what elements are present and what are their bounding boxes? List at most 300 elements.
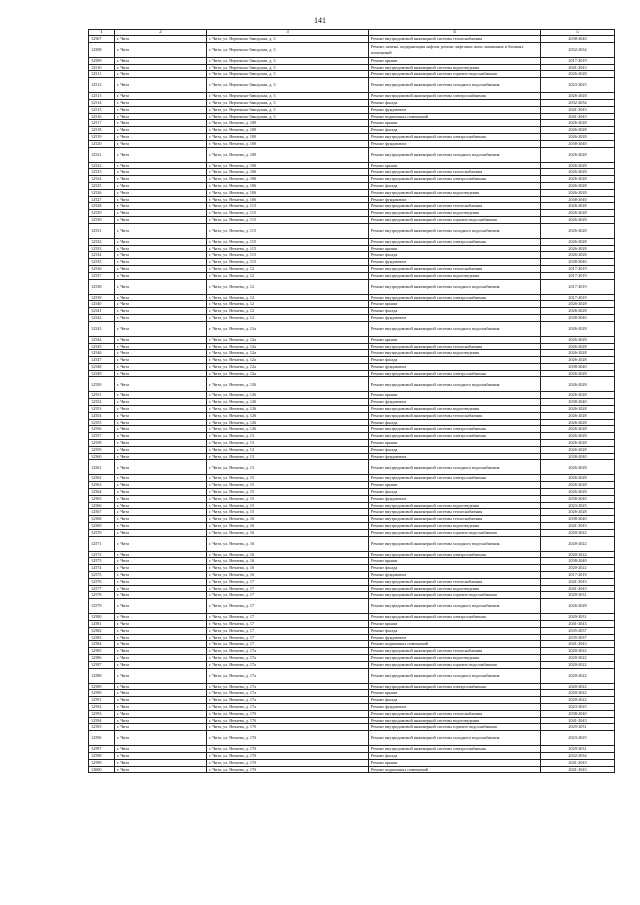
- row-work-type: Ремонт внутридомовой инженерной системы электроснабжения: [369, 238, 541, 245]
- row-municipality: г. Чита: [115, 265, 207, 272]
- table-row: [89, 350, 615, 357]
- page-number: 141: [314, 16, 326, 25]
- repair-schedule-table: [88, 29, 615, 773]
- row-address: г. Чита, ул. Нечаева, д. 12а: [207, 321, 369, 336]
- row-address: г. Чита, ул. Нечаева, д. 17б: [207, 710, 369, 717]
- row-address: г. Чита, ул. Нечаева, д. 100: [207, 120, 369, 127]
- row-work-type: Ремонт внутридомовой инженерной системы водоотведения: [369, 654, 541, 661]
- row-address: г. Чита, ул. Нечаева, д. 106: [207, 182, 369, 189]
- table-row: [89, 641, 615, 648]
- row-municipality: г. Чита: [115, 314, 207, 321]
- row-number: 12565: [89, 495, 115, 502]
- row-number: 12530: [89, 216, 115, 223]
- row-municipality: г. Чита: [115, 210, 207, 217]
- row-number: 12536: [89, 265, 115, 272]
- row-number: 12539: [89, 294, 115, 301]
- table-row: [89, 203, 615, 210]
- row-work-type: Ремонт внутридомовой инженерной системы холодного водоснабжения: [369, 321, 541, 336]
- row-work-type: Ремонт внутридомовой инженерной системы холодного водоснабжения: [369, 78, 541, 93]
- row-address: г. Чита, ул. Нечаева, д. 12: [207, 301, 369, 308]
- table-row: [89, 406, 615, 413]
- row-period: 2026-2028: [541, 308, 615, 315]
- row-period: 2026-2028: [541, 509, 615, 516]
- row-work-type: Ремонт фасада: [369, 446, 541, 453]
- row-period: 2041-2043: [541, 717, 615, 724]
- table-row: [89, 592, 615, 599]
- table-row: [89, 489, 615, 496]
- row-municipality: г. Чита: [115, 106, 207, 113]
- row-period: 2023-2025: [541, 703, 615, 710]
- row-municipality: г. Чита: [115, 475, 207, 482]
- row-period: 2026-2028: [541, 377, 615, 392]
- row-period: 2026-2028: [541, 350, 615, 357]
- row-work-type: Ремонт фасада: [369, 419, 541, 426]
- row-address: г. Чита, ул. Нечаева, д. 12а: [207, 363, 369, 370]
- column-number: 2: [115, 30, 207, 36]
- row-municipality: г. Чита: [115, 426, 207, 433]
- row-work-type: Ремонт фасада: [369, 308, 541, 315]
- row-address: г. Чита, ул. Нечаева, д. 17а: [207, 668, 369, 683]
- row-period: 2017-2019: [541, 265, 615, 272]
- row-period: 2026-2028: [541, 252, 615, 259]
- row-number: 12523: [89, 169, 115, 176]
- row-period: 2023-2025: [541, 502, 615, 509]
- table-row: [89, 238, 615, 245]
- row-work-type: Ремонт внутридомовой инженерной системы электроснабжения: [369, 133, 541, 140]
- row-municipality: г. Чита: [115, 627, 207, 634]
- table-row: [89, 399, 615, 406]
- row-address: г. Чита, ул. Нечаева, д. 15: [207, 489, 369, 496]
- table-row: [89, 127, 615, 134]
- row-address: г. Чита, ул. Нечаева, д. 126: [207, 392, 369, 399]
- row-number: 12516: [89, 113, 115, 120]
- row-number: 12513: [89, 93, 115, 100]
- row-number: 12558: [89, 440, 115, 447]
- row-municipality: г. Чита: [115, 182, 207, 189]
- table-row: [89, 731, 615, 746]
- row-work-type: Ремонт внутридомовой инженерной системы электроснабжения: [369, 426, 541, 433]
- row-work-type: Ремонт фасада: [369, 357, 541, 364]
- row-address: г. Чита, ул. Нечаева, д. 126: [207, 412, 369, 419]
- table-row: [89, 308, 615, 315]
- row-municipality: г. Чита: [115, 529, 207, 536]
- table-row: [89, 99, 615, 106]
- row-number: 12541: [89, 308, 115, 315]
- row-municipality: г. Чита: [115, 759, 207, 766]
- row-work-type: Ремонт фундамента: [369, 495, 541, 502]
- row-municipality: г. Чита: [115, 731, 207, 746]
- row-period: 2026-2028: [541, 412, 615, 419]
- row-municipality: г. Чита: [115, 697, 207, 704]
- row-period: 2041-2043: [541, 523, 615, 530]
- row-number: 12555: [89, 419, 115, 426]
- row-number: 12573: [89, 558, 115, 565]
- row-period: 2026-2028: [541, 301, 615, 308]
- row-period: 2017-2019: [541, 294, 615, 301]
- row-period: 2026-2028: [541, 440, 615, 447]
- table-row: [89, 572, 615, 579]
- row-address: г. Чита, ул. Нечаева, д. 16: [207, 523, 369, 530]
- row-work-type: Ремонт, замена, модернизация лифтов, ремонт лифтовых шахт, машинных и блочных помещений: [369, 42, 541, 57]
- table-row: [89, 176, 615, 183]
- row-municipality: г. Чита: [115, 419, 207, 426]
- table-row: [89, 433, 615, 440]
- table-row: [89, 42, 615, 57]
- row-municipality: г. Чита: [115, 599, 207, 614]
- table-row: [89, 113, 615, 120]
- row-address: г. Чита, ул. Нечаева, д. 17б: [207, 746, 369, 753]
- row-municipality: г. Чита: [115, 245, 207, 252]
- table-row: [89, 426, 615, 433]
- row-address: г. Чита, ул. Нечаева, д. 16: [207, 551, 369, 558]
- row-municipality: г. Чита: [115, 93, 207, 100]
- row-number: 12552: [89, 399, 115, 406]
- row-period: 2035-2037: [541, 634, 615, 641]
- row-period: 2026-2028: [541, 599, 615, 614]
- row-work-type: Ремонт внутридомовой инженерной системы теплоснабжения: [369, 578, 541, 585]
- row-municipality: г. Чита: [115, 196, 207, 203]
- row-municipality: г. Чита: [115, 621, 207, 628]
- row-period: 2038-2040: [541, 558, 615, 565]
- row-address: г. Чита, ул. Нечаева, д. 13: [207, 460, 369, 475]
- table-row: [89, 440, 615, 447]
- row-address: г. Чита, ул. Нечаева, д. 16: [207, 572, 369, 579]
- row-address: г. Чита, ул. Нечаева, д. 115: [207, 223, 369, 238]
- row-number: 12508: [89, 42, 115, 57]
- row-work-type: Ремонт фундамента: [369, 196, 541, 203]
- row-municipality: г. Чита: [115, 140, 207, 147]
- row-municipality: г. Чита: [115, 683, 207, 690]
- row-address: г. Чита, ул. Нечаева, д. 115: [207, 252, 369, 259]
- row-address: г. Чита, ул. Нечаева, д. 115: [207, 210, 369, 217]
- row-address: г. Чита, ул. Нечаева, д. 17: [207, 614, 369, 621]
- row-number: 12537: [89, 272, 115, 279]
- row-period: 2041-2043: [541, 641, 615, 648]
- row-address: г. Чита, ул. Нечаева, д. 12а: [207, 370, 369, 377]
- row-work-type: Ремонт крыши: [369, 245, 541, 252]
- row-municipality: г. Чита: [115, 703, 207, 710]
- row-work-type: Ремонт внутридомовой инженерной системы холодного водоснабжения: [369, 147, 541, 162]
- table-row: [89, 189, 615, 196]
- table-row: [89, 661, 615, 668]
- row-address: г. Чита, ул. Нечаева, д. 115: [207, 245, 369, 252]
- row-period: 2041-2043: [541, 621, 615, 628]
- row-number: 12522: [89, 162, 115, 169]
- row-number: 12562: [89, 475, 115, 482]
- row-work-type: Ремонт внутридомовой инженерной системы электроснабжения: [369, 176, 541, 183]
- row-address: г. Чита, ул. Нечаева, д. 17: [207, 578, 369, 585]
- row-address: г. Чита, ул. Нечаева, д. 17: [207, 634, 369, 641]
- row-municipality: г. Чита: [115, 648, 207, 655]
- row-address: г. Чита, ул. Нечаева, д. 100: [207, 127, 369, 134]
- row-work-type: Ремонт внутридомовой инженерной системы электроснабжения: [369, 551, 541, 558]
- row-address: г. Чита, ул. Нечаева, д. 17б: [207, 724, 369, 731]
- row-number: 12587: [89, 661, 115, 668]
- row-number: 12542: [89, 314, 115, 321]
- row-period: 2026-2028: [541, 120, 615, 127]
- row-number: 12576: [89, 578, 115, 585]
- row-number: 12521: [89, 147, 115, 162]
- row-number: 12560: [89, 453, 115, 460]
- row-period: 2026-2028: [541, 133, 615, 140]
- row-period: 2020-2022: [541, 551, 615, 558]
- row-municipality: г. Чита: [115, 502, 207, 509]
- row-municipality: г. Чита: [115, 516, 207, 523]
- table-row: [89, 133, 615, 140]
- row-work-type: Ремонт внутридомовой инженерной системы холодного водоснабжения: [369, 731, 541, 746]
- row-municipality: г. Чита: [115, 223, 207, 238]
- row-work-type: Ремонт внутридомовой инженерной системы электроснабжения: [369, 294, 541, 301]
- row-number: 12588: [89, 668, 115, 683]
- row-work-type: Ремонт фундамента: [369, 703, 541, 710]
- row-number: 12568: [89, 516, 115, 523]
- row-period: 2020-2022: [541, 648, 615, 655]
- table-row: [89, 724, 615, 731]
- table-row: [89, 482, 615, 489]
- row-address: г. Чита, ул. Нечаева, д. 12: [207, 272, 369, 279]
- row-period: 2026-2028: [541, 446, 615, 453]
- row-period: 2038-2040: [541, 453, 615, 460]
- table-row: [89, 752, 615, 759]
- row-work-type: Ремонт крыши: [369, 120, 541, 127]
- table-row: [89, 585, 615, 592]
- row-period: 2026-2028: [541, 460, 615, 475]
- row-number: 12509: [89, 57, 115, 64]
- row-work-type: Ремонт фасада: [369, 252, 541, 259]
- table-row: [89, 509, 615, 516]
- row-municipality: г. Чита: [115, 489, 207, 496]
- row-number: 12597: [89, 746, 115, 753]
- row-municipality: г. Чита: [115, 343, 207, 350]
- row-address: г. Чита, ул. Нерченско-Заводская, д. 3: [207, 42, 369, 57]
- row-period: 2026-2028: [541, 210, 615, 217]
- table-row: [89, 210, 615, 217]
- row-work-type: Ремонт фасада: [369, 99, 541, 106]
- row-period: 2026-2028: [541, 321, 615, 336]
- row-number: 12594: [89, 717, 115, 724]
- table-row: [89, 654, 615, 661]
- row-work-type: Ремонт внутридомовой инженерной системы теплоснабжения: [369, 710, 541, 717]
- table-row: [89, 162, 615, 169]
- row-period: 2038-2040: [541, 36, 615, 43]
- row-municipality: г. Чита: [115, 634, 207, 641]
- row-work-type: Ремонт крыши: [369, 482, 541, 489]
- row-address: г. Чита, ул. Нечаева, д. 17а: [207, 648, 369, 655]
- table-row: [89, 523, 615, 530]
- row-number: 12529: [89, 210, 115, 217]
- table-row: [89, 301, 615, 308]
- table-row: [89, 746, 615, 753]
- table-row: [89, 551, 615, 558]
- row-number: 12559: [89, 446, 115, 453]
- row-period: 2020-2022: [541, 690, 615, 697]
- row-period: 2020-2022: [541, 661, 615, 668]
- row-period: 2029-2031: [541, 724, 615, 731]
- row-address: г. Чита, ул. Нечаева, д. 15: [207, 502, 369, 509]
- row-work-type: Ремонт фасада: [369, 127, 541, 134]
- row-municipality: г. Чита: [115, 766, 207, 773]
- row-municipality: г. Чита: [115, 147, 207, 162]
- row-work-type: Ремонт внутридомовой инженерной системы водоотведения: [369, 64, 541, 71]
- row-number: 12572: [89, 551, 115, 558]
- table-row: [89, 169, 615, 176]
- row-municipality: г. Чита: [115, 308, 207, 315]
- row-work-type: Ремонт внутридомовой инженерной системы водоотведения: [369, 502, 541, 509]
- row-work-type: Ремонт внутридомовой инженерной системы водоотведения: [369, 210, 541, 217]
- row-work-type: Ремонт внутридомовой инженерной системы горячего водоснабжения: [369, 216, 541, 223]
- row-work-type: Ремонт внутридомовой инженерной системы теплоснабжения: [369, 169, 541, 176]
- table-row: [89, 703, 615, 710]
- row-number: 12593: [89, 710, 115, 717]
- row-period: 2038-2040: [541, 196, 615, 203]
- row-address: г. Чита, ул. Нечаева, д. 17: [207, 592, 369, 599]
- row-municipality: г. Чита: [115, 558, 207, 565]
- table-row: [89, 599, 615, 614]
- row-address: г. Чита, ул. Нечаева, д. 126: [207, 419, 369, 426]
- row-period: 2020-2022: [541, 529, 615, 536]
- row-number: 12564: [89, 489, 115, 496]
- row-address: г. Чита, ул. Нерченско-Заводская, д. 3: [207, 71, 369, 78]
- table-row: [89, 321, 615, 336]
- row-period: 2032-2034: [541, 752, 615, 759]
- row-address: г. Чита, ул. Нечаева, д. 17б: [207, 759, 369, 766]
- table-row: [89, 668, 615, 683]
- row-period: 2026-2028: [541, 357, 615, 364]
- row-period: 2041-2043: [541, 585, 615, 592]
- row-number: 12586: [89, 654, 115, 661]
- row-number: 12535: [89, 259, 115, 266]
- row-municipality: г. Чита: [115, 279, 207, 294]
- row-period: 2026-2028: [541, 370, 615, 377]
- row-municipality: г. Чита: [115, 746, 207, 753]
- row-work-type: Ремонт фасада: [369, 752, 541, 759]
- table-row: [89, 259, 615, 266]
- row-period: 2020-2022: [541, 697, 615, 704]
- row-address: г. Чита, ул. Нечаева, д. 12: [207, 279, 369, 294]
- row-municipality: г. Чита: [115, 57, 207, 64]
- row-work-type: Ремонт внутридомовой инженерной системы электроснабжения: [369, 433, 541, 440]
- row-period: 2041-2043: [541, 766, 615, 773]
- row-number: 12533: [89, 245, 115, 252]
- row-municipality: г. Чита: [115, 399, 207, 406]
- row-address: г. Чита, ул. Нерченско-Заводская, д. 3: [207, 78, 369, 93]
- row-period: 2041-2043: [541, 64, 615, 71]
- table-row: [89, 690, 615, 697]
- row-municipality: г. Чита: [115, 321, 207, 336]
- row-work-type: Ремонт внутридомовой инженерной системы холодного водоснабжения: [369, 279, 541, 294]
- table-row: [89, 216, 615, 223]
- table-row: [89, 634, 615, 641]
- row-period: 2023-2025: [541, 78, 615, 93]
- row-municipality: г. Чита: [115, 654, 207, 661]
- table-row: [89, 363, 615, 370]
- row-address: г. Чита, ул. Нечаева, д. 16: [207, 558, 369, 565]
- row-period: 2017-2019: [541, 279, 615, 294]
- row-address: г. Чита, ул. Нечаева, д. 12: [207, 308, 369, 315]
- table-row: [89, 294, 615, 301]
- row-work-type: Ремонт фасада: [369, 182, 541, 189]
- row-period: 2026-2028: [541, 182, 615, 189]
- row-number: 12518: [89, 127, 115, 134]
- row-number: 12534: [89, 252, 115, 259]
- table-row: [89, 120, 615, 127]
- row-work-type: Ремонт внутридомовой инженерной системы электроснабжения: [369, 93, 541, 100]
- row-number: 12553: [89, 406, 115, 413]
- row-period: 2026-2028: [541, 176, 615, 183]
- row-period: 2026-2028: [541, 433, 615, 440]
- row-address: г. Чита, ул. Нечаева, д. 106: [207, 196, 369, 203]
- table-row: [89, 279, 615, 294]
- row-period: 2026-2028: [541, 406, 615, 413]
- table-row: [89, 578, 615, 585]
- row-work-type: Ремонт фундамента: [369, 314, 541, 321]
- row-municipality: г. Чита: [115, 133, 207, 140]
- row-municipality: г. Чита: [115, 377, 207, 392]
- row-period: 2026-2028: [541, 482, 615, 489]
- row-address: г. Чита, ул. Нечаева, д. 126: [207, 406, 369, 413]
- row-work-type: Ремонт фасада: [369, 697, 541, 704]
- row-number: 12510: [89, 64, 115, 71]
- row-work-type: Ремонт внутридомовой инженерной системы электроснабжения: [369, 746, 541, 753]
- row-period: 2020-2022: [541, 536, 615, 551]
- row-address: г. Чита, ул. Нечаева, д. 17: [207, 599, 369, 614]
- table-row: [89, 565, 615, 572]
- row-period: 2029-2031: [541, 592, 615, 599]
- row-municipality: г. Чита: [115, 668, 207, 683]
- row-work-type: Ремонт внутридомовой инженерной системы водоотведения: [369, 272, 541, 279]
- row-address: г. Чита, ул. Нечаева, д. 17: [207, 621, 369, 628]
- row-period: 2026-2028: [541, 223, 615, 238]
- row-work-type: Ремонт внутридомовой инженерной системы горячего водоснабжения: [369, 71, 541, 78]
- row-work-type: Ремонт крыши: [369, 621, 541, 628]
- row-work-type: Ремонт фундамента: [369, 453, 541, 460]
- table-row: [89, 516, 615, 523]
- row-municipality: г. Чита: [115, 238, 207, 245]
- row-number: 12511: [89, 71, 115, 78]
- table-row: [89, 710, 615, 717]
- row-number: 12528: [89, 203, 115, 210]
- row-period: 2041-2043: [541, 578, 615, 585]
- row-number: 12525: [89, 182, 115, 189]
- row-number: 12527: [89, 196, 115, 203]
- row-number: 12579: [89, 599, 115, 614]
- row-period: 2020-2022: [541, 683, 615, 690]
- row-address: г. Чита, ул. Нечаева, д. 17а: [207, 703, 369, 710]
- row-number: 12544: [89, 336, 115, 343]
- row-municipality: г. Чита: [115, 565, 207, 572]
- table-row: [89, 370, 615, 377]
- row-municipality: г. Чита: [115, 440, 207, 447]
- row-address: г. Чита, ул. Нерченско-Заводская, д. 3: [207, 106, 369, 113]
- row-address: г. Чита, ул. Нечаева, д. 13: [207, 453, 369, 460]
- row-municipality: г. Чита: [115, 717, 207, 724]
- row-municipality: г. Чита: [115, 216, 207, 223]
- row-work-type: Ремонт внутридомовой инженерной системы теплоснабжения: [369, 343, 541, 350]
- row-municipality: г. Чита: [115, 578, 207, 585]
- row-municipality: г. Чита: [115, 460, 207, 475]
- row-number: 12561: [89, 460, 115, 475]
- row-municipality: г. Чита: [115, 406, 207, 413]
- row-address: г. Чита, ул. Нерченско-Заводская, д. 3: [207, 57, 369, 64]
- row-number: 12519: [89, 133, 115, 140]
- row-work-type: Ремонт крыши: [369, 57, 541, 64]
- row-work-type: Ремонт внутридомовой инженерной системы электроснабжения: [369, 614, 541, 621]
- row-municipality: г. Чита: [115, 203, 207, 210]
- row-period: 2020-2022: [541, 565, 615, 572]
- row-work-type: Ремонт фундамента: [369, 634, 541, 641]
- row-municipality: г. Чита: [115, 301, 207, 308]
- row-number: 12538: [89, 279, 115, 294]
